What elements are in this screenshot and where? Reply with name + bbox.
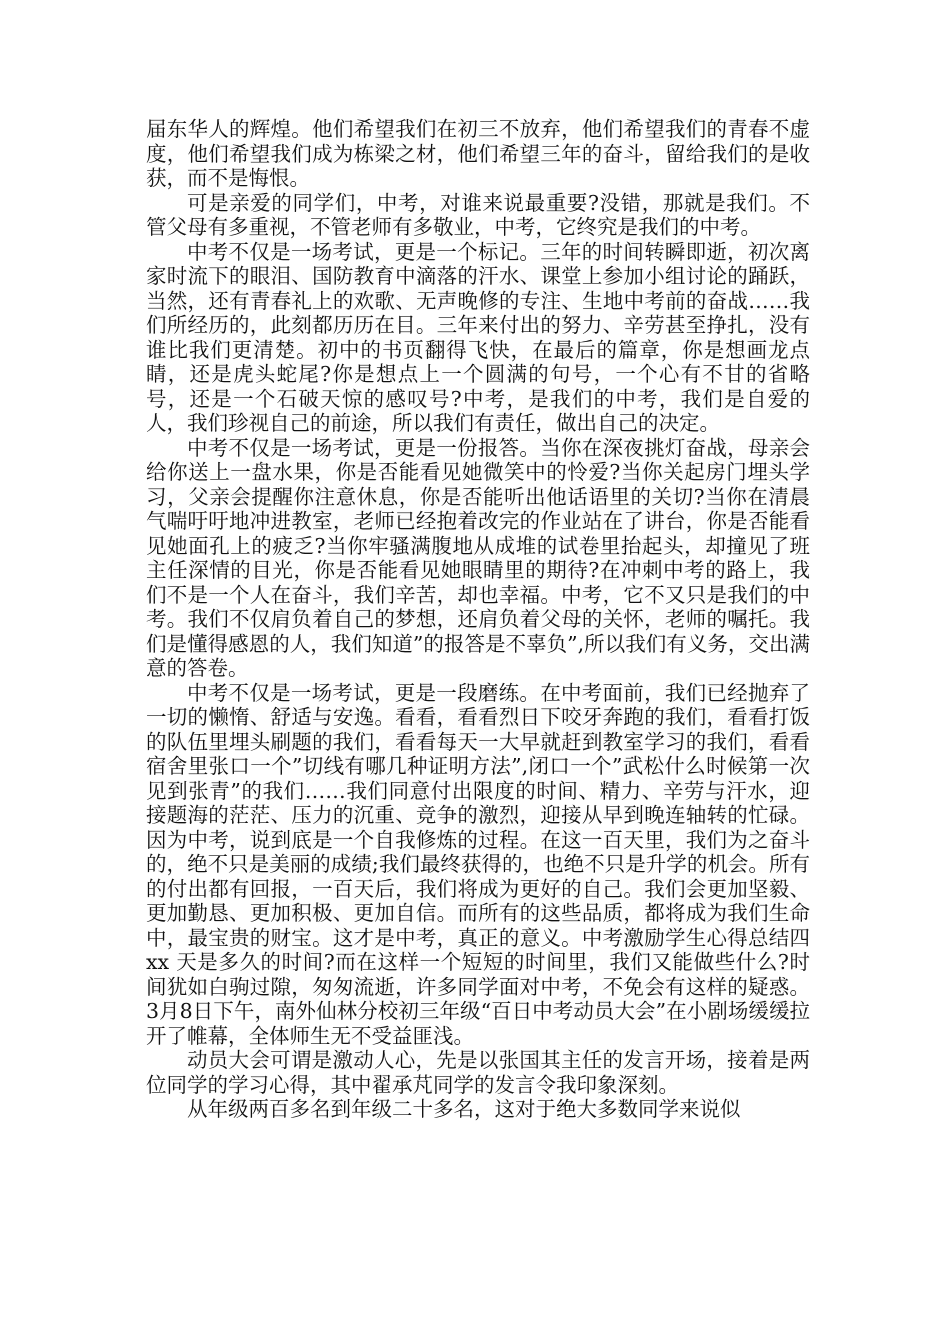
- document-page: [146, 117, 810, 1122]
- paragraph-3: 中考不仅是一场考试，更是一个标记。三年的时间转瞬即逝，初次离家时流下的眼泪、国防教育中滴落的汗水、课堂上参加小组讨论的踊跃，当然，还有青春礼上的欢歌、无声晚修的专注、生地中考前的奋战……我们所经历的，此刻都历历在目。三年来付出的努力、辛劳甚至挣扎，没有谁比我们更清楚。初中的书页翻得飞快，在最后的篇章，你是想画龙点睛，还是虎头蛇尾?你是想点上一个圆满的句号，一个心有不甘的省略号，还是一个石破天惊的感叹号?中考，是我们的中考，我们是自爱的人，我们珍视自己的前途，所以我们有责任，做出自己的决定。: [146, 239, 810, 435]
- paragraph-4: 中考不仅是一场考试，更是一份报答。当你在深夜挑灯奋战，母亲会给你送上一盘水果，你是否能看见她微笑中的怜爱?当你关起房门埋头学习，父亲会提醒你注意休息，你是否能听出他话语里的关切?当你在清晨气喘吁吁地冲进教室，老师已经抱着改完的作业站在了讲台，你是否能看见她面孔上的疲乏?当你牢骚满腹地从成堆的试卷里抬起头，却撞见了班主任深情的目光，你是否能看见她眼睛里的期待?在冲刺中考的路上，我们不是一个人在奋斗，我们辛苦，却也幸福。中考，它不又只是我们的中考。我们不仅肩负着自己的梦想，还肩负着父母的关怀，老师的嘱托。我们是懂得感恩的人，我们知道”的报答是不辜负”,所以我们有义务，交出满意的答卷。: [146, 435, 810, 680]
- paragraph-1: 届东华人的辉煌。他们希望我们在初三不放弃，他们希望我们的青春不虚度，他们希望我们成为栋梁之材，他们希望三年的奋斗，留给我们的是收获，而不是悔恨。: [146, 117, 810, 190]
- paragraph-6: 动员大会可谓是激动人心，先是以张国其主任的发言开场，接着是两位同学的学习心得，其中翟承芃同学的发言令我印象深刻。: [146, 1048, 810, 1097]
- paragraph-5: 中考不仅是一场考试，更是一段磨练。在中考面前，我们已经抛弃了一切的懒惰、舒适与安逸。看看，看看烈日下咬牙奔跑的我们，看看打饭的队伍里埋头刷题的我们，看看每天一大早就赶到教室学习的我们，看看宿舍里张口一个”切线有哪几种证明方法”,闭口一个”武松什么时候第一次见到张青”的我们……我们同意付出限度的时间、精力、辛劳与汗水，迎接题海的茫茫、压力的沉重、竞争的激烈，迎接从早到晚连轴转的忙碌。因为中考，说到底是一个自我修炼的过程。在这一百天里，我们为之奋斗的，绝不只是美丽的成绩;我们最终获得的，也绝不只是升学的机会。所有的付出都有回报，一百天后，我们将成为更好的自己。我们会更加坚毅、更加勤恳、更加积极、更加自信。而所有的这些品质，都将成为我们生命中，最宝贵的财宝。这才是中考，真正的意义。中考激励学生心得总结四 xx 天是多久的时间?而在这样一个短短的时间里，我们又能做些什么?时间犹如白驹过隙，匆匆流逝，许多同学面对中考，不免会有这样的疑惑。3月8日下午，南外仙林分校初三年级“百日中考动员大会”在小剧场缓缓拉开了帷幕，全体师生无不受益匪浅。: [146, 680, 810, 1048]
- paragraph-7: 从年级两百多名到年级二十多名，这对于绝大多数同学来说似: [187, 1097, 741, 1121]
- paragraph-2: 可是亲爱的同学们，中考，对谁来说最重要?没错，那就是我们。不管父母有多重视，不管老师有多敬业，中考，它终究是我们的中考。: [146, 190, 810, 239]
